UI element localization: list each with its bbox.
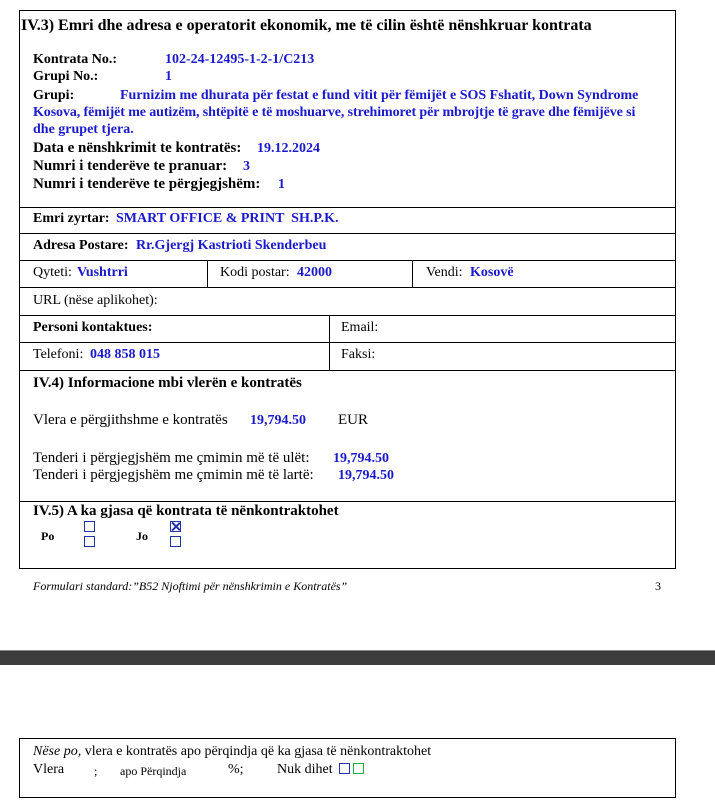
page-divider	[0, 650, 715, 665]
section-iv4-title: IV.4) Informacione mbi vlerën e kontratës	[33, 375, 302, 391]
no-checkbox-checked[interactable]	[170, 521, 181, 532]
lowest-price-label: Tenderi i përgjegjshëm me çmimin më të ulët:	[33, 450, 310, 466]
page-number: 3	[655, 579, 661, 593]
group-no-value: 1	[165, 69, 172, 84]
postal-label: Kodi postar:	[220, 265, 290, 280]
country-label: Vendi:	[426, 265, 463, 280]
value-label: Vlera	[33, 762, 65, 777]
operator-name-label: Emri zyrtar:	[33, 211, 110, 226]
country-value: Kosovë	[470, 265, 514, 280]
city-value: Vushtrri	[77, 265, 128, 280]
currency: EUR	[338, 412, 368, 428]
total-value-label: Vlera e përgjithshme e kontratës	[33, 412, 228, 428]
percent-label: apo Përqindja	[120, 764, 187, 778]
group-no-label: Grupi No.:	[33, 69, 99, 84]
if-yes-rest: vlera e kontratës apo përqindja që ka gjasa të nënkontraktohet	[81, 744, 432, 759]
url-label: URL (nëse aplikohet):	[33, 293, 158, 308]
email-label: Email:	[341, 320, 379, 335]
yes-checkbox[interactable]	[84, 536, 95, 547]
contract-no-value: 102-24-12495-1-2-1/C213	[165, 52, 315, 67]
form-footer: Formulari standard:”B52 Njoftimi për nënshkrimin e Kontratës”	[33, 579, 348, 593]
unknown-checkbox-blue[interactable]	[339, 763, 350, 774]
yes-checkbox-top[interactable]	[84, 521, 95, 532]
subcontract-value-box	[19, 738, 676, 798]
percent-sign: %;	[228, 762, 244, 777]
highest-price-label: Tenderi i përgjegjshëm me çmimin më të lartë:	[33, 467, 314, 483]
operator-name-value: SMART OFFICE & PRINT SH.P.K.	[116, 211, 339, 226]
unknown-checkbox-green[interactable]	[353, 763, 364, 774]
contract-no-label: Kontrata No.:	[33, 52, 117, 67]
group-text-line2: Kosova, fëmijët me autizëm, shtëpitë e të moshuarve, strehimoret për mbrojtje të grave dhe fëmijëve si	[33, 105, 636, 120]
postal-value: 42000	[297, 265, 332, 280]
lowest-price-value: 19,794.50	[333, 451, 389, 466]
highest-price-value: 19,794.50	[338, 468, 394, 483]
city-label: Qyteti:	[33, 265, 72, 280]
tenders-compliant-value: 1	[278, 177, 285, 192]
group-text-line3: dhe grupet tjera.	[33, 122, 134, 137]
yes-label: Po	[41, 529, 55, 543]
unknown-group	[277, 762, 364, 778]
phone-label: Telefoni:	[33, 347, 84, 362]
no-checkbox[interactable]	[170, 536, 181, 547]
sign-date-value: 19.12.2024	[257, 141, 320, 156]
no-label: Jo	[136, 529, 148, 543]
tenders-received-label: Numri i tenderëve te pranuar:	[33, 158, 228, 174]
group-text-line1: Furnizim me dhurata për festat e fund vitit për fëmijët e SOS Fshatit, Down Syndrome	[120, 88, 639, 103]
address-label: Adresa Postare:	[33, 238, 129, 253]
if-yes-line	[33, 744, 431, 760]
contact-label: Personi kontaktues:	[33, 320, 153, 335]
tenders-received-value: 3	[243, 159, 250, 174]
sign-date-label: Data e nënshkrimit te kontratës:	[33, 140, 242, 156]
fax-label: Faksi:	[341, 347, 376, 362]
phone-value: 048 858 015	[90, 347, 160, 362]
total-value: 19,794.50	[250, 413, 306, 428]
unknown-label: Nuk dihet	[277, 762, 333, 777]
if-yes-italic: Nëse po,	[33, 744, 82, 759]
tenders-compliant-label: Numri i tenderëve te përgjegjshëm:	[33, 176, 261, 192]
value-separator: ;	[94, 764, 98, 778]
address-value: Rr.Gjergj Kastrioti Skenderbeu	[136, 238, 327, 253]
section-iv3-title: IV.3) Emri dhe adresa e operatorit ekonomik, me të cilin është nënshkruar kontrata	[21, 17, 592, 34]
section-iv5-title: IV.5) A ka gjasa që kontrata të nënkontraktohet	[33, 503, 339, 519]
group-label: Grupi:	[33, 88, 75, 103]
